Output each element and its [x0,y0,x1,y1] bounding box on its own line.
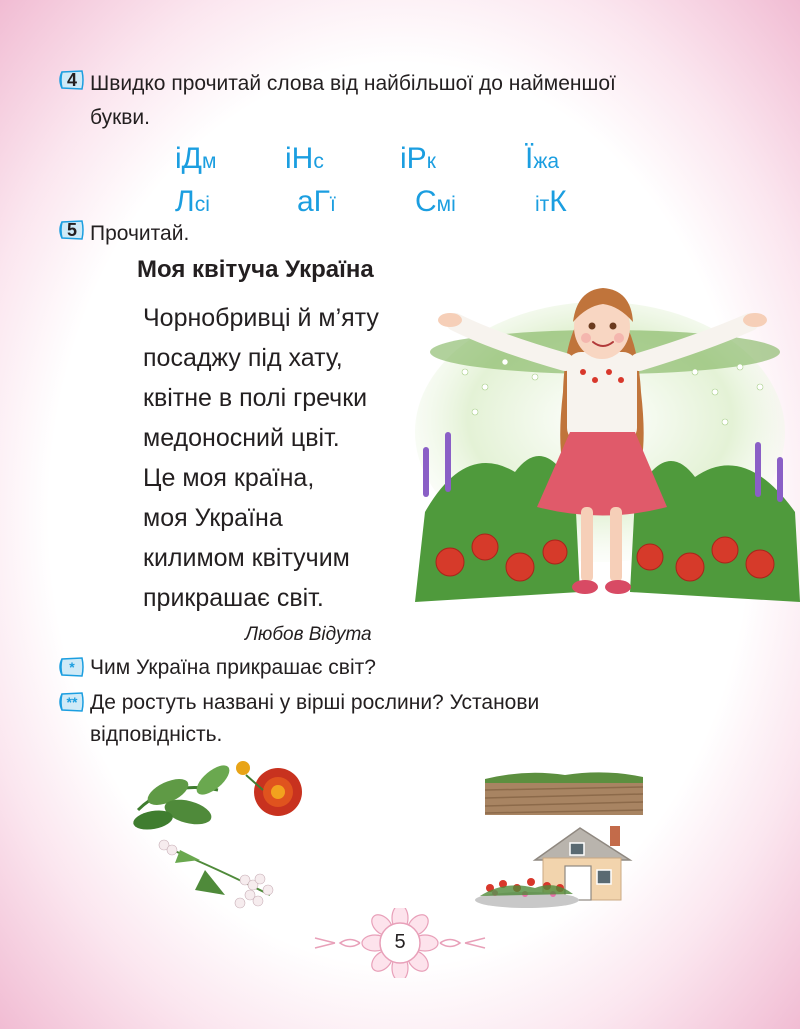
page-number: 5 [394,931,406,953]
mint-and-marigold-image [128,750,318,840]
task-5-text: Прочитай. [90,222,190,245]
house-image [465,818,640,910]
poem-title: Моя квітуча Україна [137,256,374,283]
double-star-mark: ** [66,694,78,710]
word-item: аГї [297,185,336,218]
star-mark: * [69,659,75,675]
task-4-text: Швидко прочитай слова від найбільшої до найменшої [90,72,616,95]
task-4-text-cont: букви. [90,106,150,129]
girl-in-flower-field-illustration [405,262,800,637]
question-2-text: Де ростуть названі у вірші рослини? Установи [90,691,540,714]
buckwheat-image [150,835,290,915]
task-5-badge [58,218,86,242]
task-4-number: 4 [66,69,77,90]
word-item: іНс [285,142,324,175]
poem-line: Чорнобривці й м’яту [143,304,379,332]
word-item: Їжа [525,142,560,175]
star-question-badge [58,655,86,679]
task-4-badge [58,68,86,92]
poem-line: килимом квітучим [143,544,350,572]
field-image [485,765,643,815]
word-item: ітК [535,185,567,218]
word-item: Смі [415,185,456,218]
question-1-text: Чим Україна прикрашає світ? [90,656,376,679]
question-2-text-cont: відповідність. [90,723,223,746]
word-item: іРк [400,142,436,175]
task-5-number: 5 [66,219,77,240]
word-item: Лсі [175,185,210,218]
poem-body [143,298,379,618]
poem-line: посаджу під хату, [143,344,343,372]
word-item: іДм [175,142,217,175]
poem-line: медоносний цвіт. [143,424,340,452]
double-star-question-badge [58,690,86,714]
poem-line: квітне в полі гречки [143,384,368,412]
poem-line: Це моя країна, [143,464,315,492]
poem-line: прикрашає світ. [143,584,324,612]
poem-line: моя Україна [143,504,283,532]
poem-author: Любов Відута [245,624,372,645]
